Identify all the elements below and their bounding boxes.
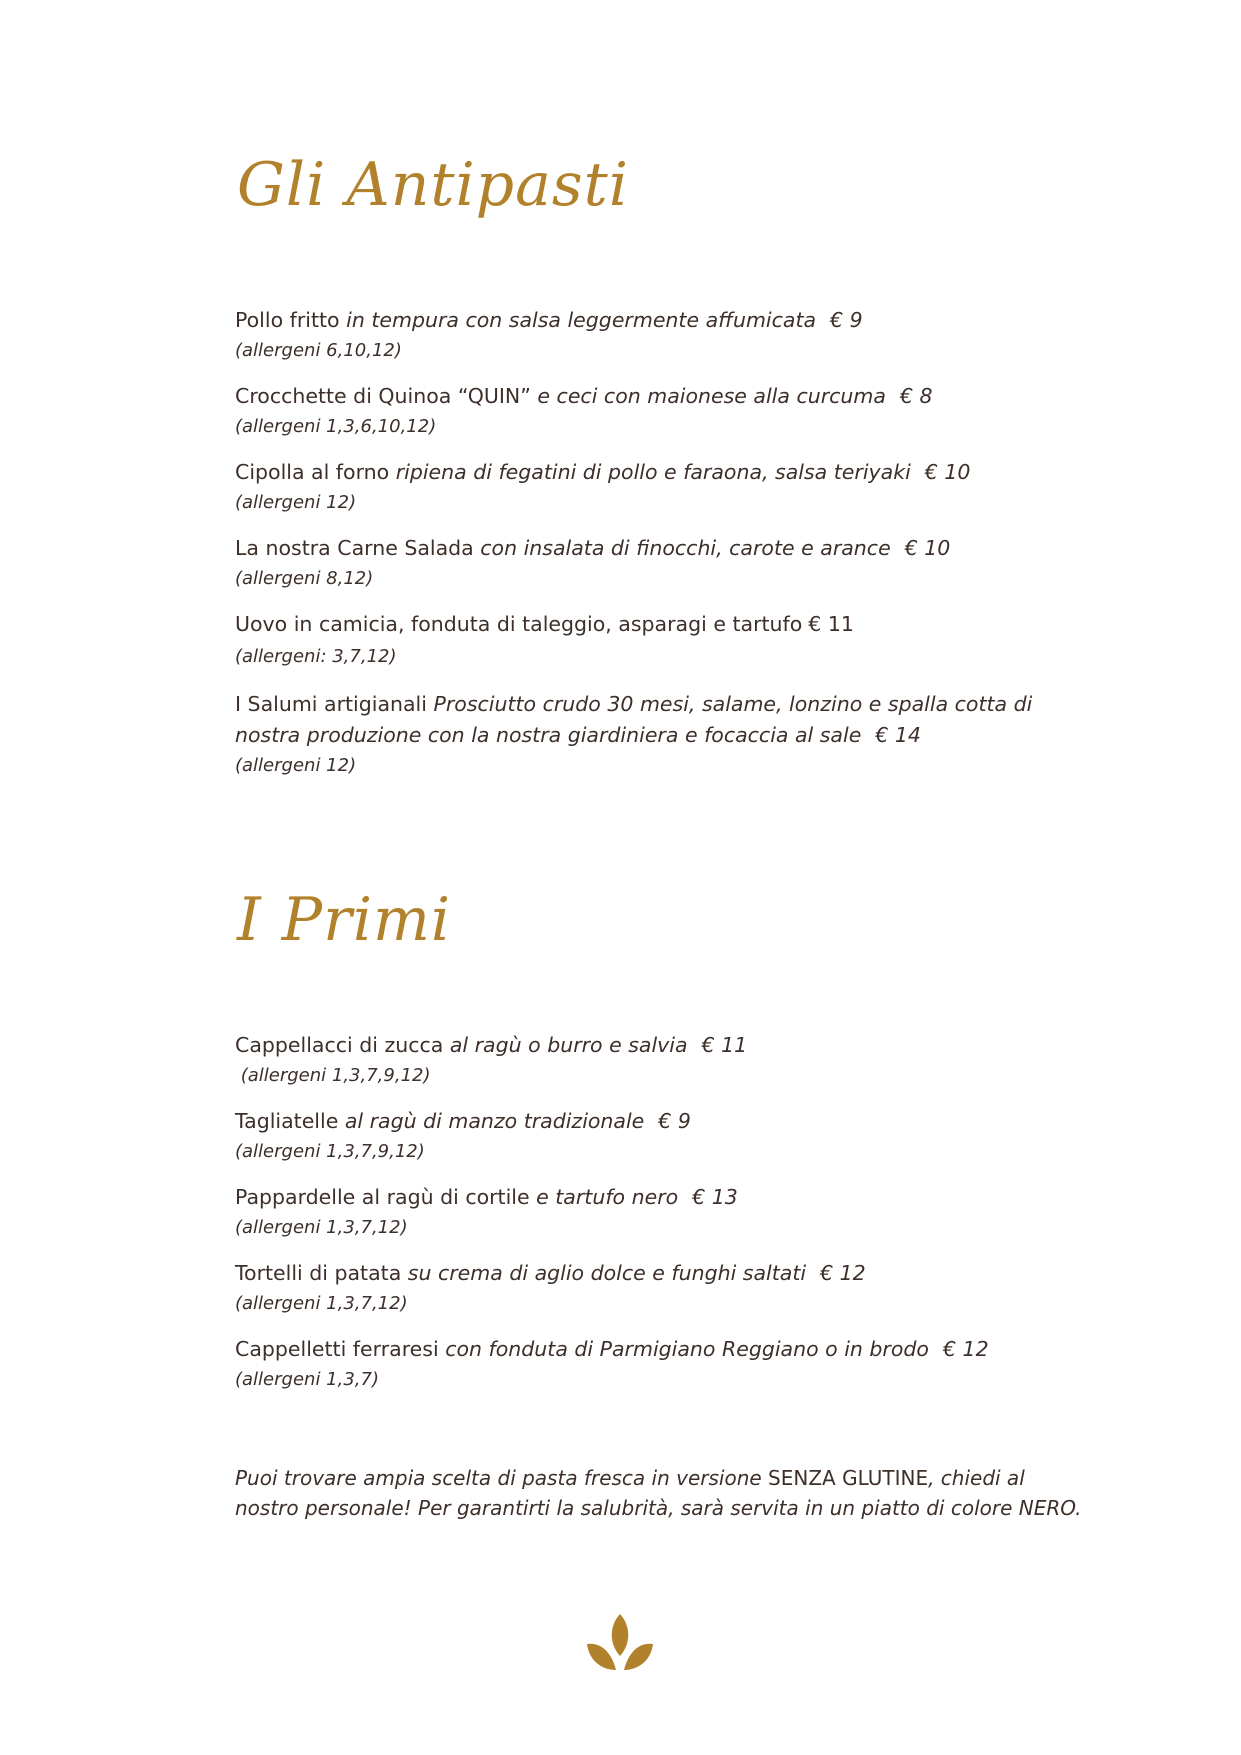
menu-item xyxy=(235,689,1035,781)
dish-name: La nostra Carne Salada xyxy=(235,536,474,560)
dish-allergens: (allergeni 1,3,7,9,12) xyxy=(235,1065,431,1086)
dish-description: Prosciutto crudo 30 mesi, salame, lonzino e spalla cotta di xyxy=(433,692,1033,716)
dish-price: € 10 xyxy=(904,536,951,560)
dish-name: I Salumi artigianali xyxy=(235,692,427,716)
dish-description: al ragù di manzo tradizionale xyxy=(344,1109,645,1133)
dish-description-continued: nostra produzione con la nostra giardiniera e focaccia al sale xyxy=(235,723,862,747)
menu-item xyxy=(235,1334,1035,1395)
dish-name: Tortelli di patata xyxy=(235,1261,402,1285)
lotus-logo-icon xyxy=(585,1610,655,1674)
dish-description: su crema di aglio dolce e funghi saltati xyxy=(407,1261,807,1285)
dish-price: € 11 xyxy=(701,1033,748,1057)
dish-name: Cappelletti ferraresi xyxy=(235,1337,439,1361)
dish-allergens: (allergeni 1,3,7,12) xyxy=(235,1293,408,1314)
dish-description: e ceci con maionese alla curcuma xyxy=(537,384,886,408)
dish-name: Pappardelle al ragù di cortile xyxy=(235,1185,530,1209)
gluten-free-note xyxy=(235,1463,1082,1523)
dish-description: con fonduta di Parmigiano Reggiano o in brodo xyxy=(445,1337,929,1361)
dish-allergens: (allergeni 12) xyxy=(235,492,357,513)
menu-item xyxy=(235,457,1035,518)
dish-allergens: (allergeni: 3,7,12) xyxy=(235,646,397,667)
dish-allergens: (allergeni 1,3,7) xyxy=(235,1369,379,1390)
dish-price: € 12 xyxy=(942,1337,989,1361)
dish-description: ripiena di fegatini di pollo e faraona, salsa teriyaki xyxy=(395,460,911,484)
menu-item xyxy=(235,1258,1035,1319)
dish-allergens: (allergeni 8,12) xyxy=(235,568,374,589)
dish-price: € 10 xyxy=(924,460,971,484)
dish-name: Uovo in camicia, fonduta di taleggio, asparagi e tartufo xyxy=(235,612,803,636)
dish-name: Cipolla al forno xyxy=(235,460,390,484)
dish-description: e tartufo nero xyxy=(536,1185,679,1209)
dish-name: Crocchette di Quinoa “QUIN” xyxy=(235,384,531,408)
dish-allergens: (allergeni 12) xyxy=(235,755,357,776)
dish-price: € 11 xyxy=(808,612,854,636)
dish-price: € 13 xyxy=(692,1185,738,1209)
dish-price: € 8 xyxy=(899,384,933,408)
dish-name: Cappellacci di zucca xyxy=(235,1033,444,1057)
dish-description: con insalata di finocchi, carote e arance xyxy=(480,536,891,560)
dish-allergens: (allergeni 1,3,7,9,12) xyxy=(235,1141,425,1162)
dish-allergens: (allergeni 6,10,12) xyxy=(235,340,402,361)
menu-item xyxy=(235,1030,1035,1091)
menu-item xyxy=(235,609,1035,672)
dish-name: Pollo fritto xyxy=(235,308,340,332)
note-text-end: , chiedi al xyxy=(928,1466,1025,1490)
dish-allergens: (allergeni 1,3,6,10,12) xyxy=(235,416,437,437)
note-text-line2: nostro personale! Per garantirti la salubrità, sarà servita in un piatto di colore NERO. xyxy=(235,1496,1082,1520)
section-title-primi: I Primi xyxy=(237,885,452,955)
dish-price: € 14 xyxy=(875,723,921,747)
dish-price: € 9 xyxy=(658,1109,691,1133)
menu-item xyxy=(235,1182,1035,1243)
dish-description: al ragù o burro e salvia xyxy=(449,1033,688,1057)
dish-allergens: (allergeni 1,3,7,12) xyxy=(235,1217,408,1238)
note-emphasis: SENZA GLUTINE xyxy=(768,1466,929,1490)
note-text: Puoi trovare ampia scelta di pasta fresca in versione xyxy=(235,1466,769,1490)
menu-item xyxy=(235,1106,1035,1167)
menu-item xyxy=(235,305,1035,366)
dish-price: € 9 xyxy=(830,308,863,332)
menu-item xyxy=(235,381,1035,442)
dish-price: € 12 xyxy=(820,1261,866,1285)
dish-description: in tempura con salsa leggermente affumicata xyxy=(346,308,817,332)
menu-item xyxy=(235,533,1035,594)
section-title-antipasti: Gli Antipasti xyxy=(237,150,629,220)
dish-name: Tagliatelle xyxy=(235,1109,339,1133)
